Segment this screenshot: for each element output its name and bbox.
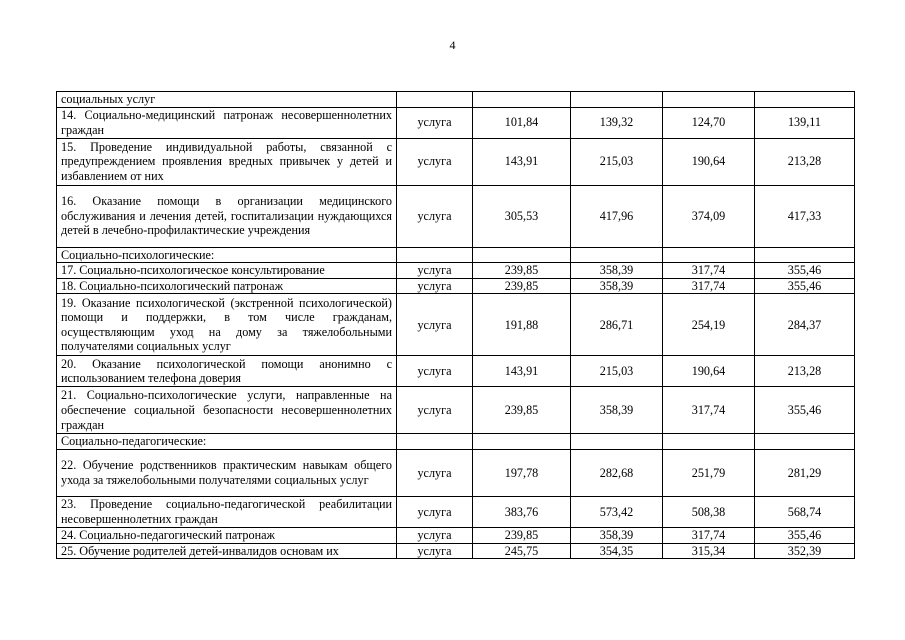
tariff-value-cell: 286,71: [571, 294, 663, 356]
tariff-value-cell: 568,74: [755, 496, 855, 527]
tariff-value-cell: 383,76: [473, 496, 571, 527]
unit-cell: услуга: [397, 543, 473, 559]
tariff-value-cell: 190,64: [663, 138, 755, 185]
empty-cell: [397, 247, 473, 263]
tariff-table-body: [57, 92, 855, 559]
tariff-table: [56, 91, 855, 559]
tariff-value-cell: 143,91: [473, 138, 571, 185]
tariff-value-cell: 215,03: [571, 356, 663, 387]
tariff-value-cell: 355,46: [755, 387, 855, 434]
tariff-value-cell: 508,38: [663, 496, 755, 527]
section-header-row: [57, 434, 855, 450]
table-row: [57, 294, 855, 356]
tariff-value-cell: 284,37: [755, 294, 855, 356]
unit-cell: услуга: [397, 185, 473, 247]
table-row: [57, 543, 855, 559]
empty-cell: [397, 92, 473, 108]
empty-cell: [571, 434, 663, 450]
empty-cell: [663, 247, 755, 263]
tariff-value-cell: 139,11: [755, 107, 855, 138]
table-row: [57, 278, 855, 294]
service-name-cell: 23. Проведение социально-педагогической реабилитации несовершеннолетних граждан: [57, 496, 397, 527]
tariff-value-cell: 358,39: [571, 527, 663, 543]
tariff-value-cell: 358,39: [571, 263, 663, 279]
tariff-value-cell: 358,39: [571, 278, 663, 294]
tariff-value-cell: 124,70: [663, 107, 755, 138]
empty-cell: [473, 434, 571, 450]
table-row: [57, 107, 855, 138]
page-number: 4: [449, 38, 456, 52]
service-name-cell: 20. Оказание психологической помощи анонимно с использованием телефона доверия: [57, 356, 397, 387]
tariff-value-cell: 190,64: [663, 356, 755, 387]
unit-cell: услуга: [397, 527, 473, 543]
unit-cell: услуга: [397, 263, 473, 279]
unit-cell: услуга: [397, 278, 473, 294]
table-row: [57, 356, 855, 387]
service-name-cell: 15. Проведение индивидуальной работы, связанной с предупреждением проявления вредных привычек у детей и избавлением от них: [57, 138, 397, 185]
unit-cell: услуга: [397, 387, 473, 434]
tariff-value-cell: 374,09: [663, 185, 755, 247]
unit-cell: услуга: [397, 138, 473, 185]
service-name-cell: 22. Обучение родственников практическим навыкам общего ухода за тяжелобольными получателями социальных услуг: [57, 449, 397, 496]
tariff-value-cell: 254,19: [663, 294, 755, 356]
empty-cell: [571, 92, 663, 108]
tariff-value-cell: 305,53: [473, 185, 571, 247]
table-row: [57, 527, 855, 543]
service-name-cell: 14. Социально-медицинский патронаж несовершеннолетних граждан: [57, 107, 397, 138]
tariff-value-cell: 239,85: [473, 263, 571, 279]
table-row: [57, 185, 855, 247]
tariff-value-cell: 317,74: [663, 387, 755, 434]
tariff-value-cell: 245,75: [473, 543, 571, 559]
tariff-value-cell: 417,96: [571, 185, 663, 247]
tariff-value-cell: 191,88: [473, 294, 571, 356]
empty-cell: [663, 92, 755, 108]
unit-cell: услуга: [397, 449, 473, 496]
tariff-value-cell: 352,39: [755, 543, 855, 559]
tariff-value-cell: 239,85: [473, 527, 571, 543]
service-name-cell: 25. Обучение родителей детей-инвалидов основам их: [57, 543, 397, 559]
tariff-value-cell: 139,32: [571, 107, 663, 138]
service-name-cell: 19. Оказание психологической (экстренной психологической) помощи и поддержки, в том числе гражданам, осуществляющим уход на дому за тяжелобольными получателями социальных услуг: [57, 294, 397, 356]
empty-cell: [397, 434, 473, 450]
tariff-value-cell: 213,28: [755, 138, 855, 185]
tariff-value-cell: 317,74: [663, 278, 755, 294]
service-name-cell: 18. Социально-психологический патронаж: [57, 278, 397, 294]
tariff-value-cell: 239,85: [473, 278, 571, 294]
table-row-continuation: [57, 92, 855, 108]
empty-cell: [473, 247, 571, 263]
unit-cell: услуга: [397, 356, 473, 387]
table-row: [57, 263, 855, 279]
tariff-value-cell: 143,91: [473, 356, 571, 387]
empty-cell: [755, 247, 855, 263]
tariff-value-cell: 101,84: [473, 107, 571, 138]
unit-cell: услуга: [397, 496, 473, 527]
table-row: [57, 449, 855, 496]
unit-cell: услуга: [397, 294, 473, 356]
section-title-cell: Социально-педагогические:: [57, 434, 397, 450]
tariff-value-cell: 355,46: [755, 527, 855, 543]
service-name-cell: 17. Социально-психологическое консультирование: [57, 263, 397, 279]
service-name-cell: 24. Социально-педагогический патронаж: [57, 527, 397, 543]
empty-cell: [755, 92, 855, 108]
service-name-cell: 21. Социально-психологические услуги, направленные на обеспечение социальной безопасности несовершеннолетних граждан: [57, 387, 397, 434]
table-row: [57, 387, 855, 434]
tariff-value-cell: 282,68: [571, 449, 663, 496]
tariff-value-cell: 317,74: [663, 263, 755, 279]
empty-cell: [755, 434, 855, 450]
tariff-value-cell: 197,78: [473, 449, 571, 496]
tariff-value-cell: 355,46: [755, 263, 855, 279]
tariff-value-cell: 281,29: [755, 449, 855, 496]
section-title-cell: Социально-психологические:: [57, 247, 397, 263]
service-name-cell: 16. Оказание помощи в организации медицинского обслуживания и лечения детей, госпитализации нуждающихся детей в лечебно-профилактические учреждения: [57, 185, 397, 247]
service-name-cell: социальных услуг: [57, 92, 397, 108]
unit-cell: услуга: [397, 107, 473, 138]
table-row: [57, 138, 855, 185]
tariff-value-cell: 317,74: [663, 527, 755, 543]
empty-cell: [663, 434, 755, 450]
tariff-value-cell: 417,33: [755, 185, 855, 247]
tariff-value-cell: 239,85: [473, 387, 571, 434]
empty-cell: [571, 247, 663, 263]
tariff-value-cell: 315,34: [663, 543, 755, 559]
tariff-value-cell: 573,42: [571, 496, 663, 527]
tariff-value-cell: 354,35: [571, 543, 663, 559]
section-header-row: [57, 247, 855, 263]
tariff-value-cell: 213,28: [755, 356, 855, 387]
tariff-value-cell: 215,03: [571, 138, 663, 185]
empty-cell: [473, 92, 571, 108]
tariff-value-cell: 358,39: [571, 387, 663, 434]
tariff-value-cell: 355,46: [755, 278, 855, 294]
table-row: [57, 496, 855, 527]
tariff-value-cell: 251,79: [663, 449, 755, 496]
